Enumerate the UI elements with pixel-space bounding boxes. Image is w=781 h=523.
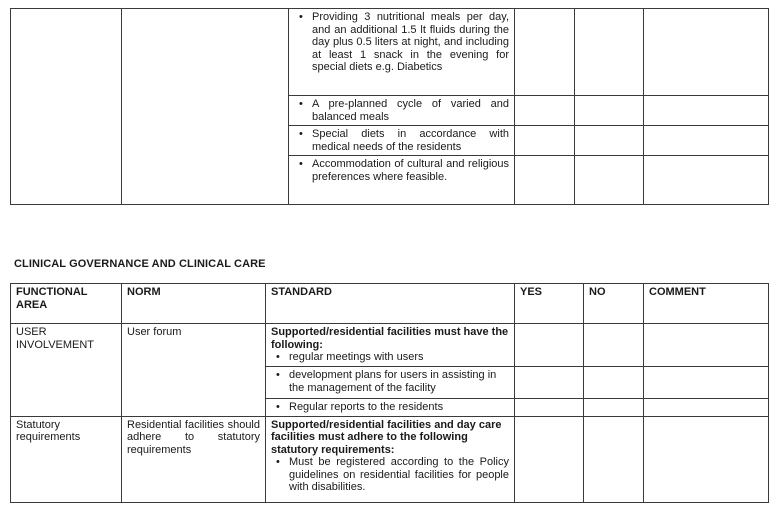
yes-cell[interactable]: [515, 367, 584, 399]
clinical-governance-table: [10, 283, 769, 503]
list-item: • Special diets in accordance with medical needs of the residents: [294, 128, 509, 153]
list-item: • Accommodation of cultural and religious preferences where feasible.: [294, 158, 509, 183]
norm-cell: User forum: [122, 324, 266, 417]
standard-intro: Supported/residential facilities and day care facilities must adhere to the following statutory requirements:: [271, 418, 502, 456]
yes-cell[interactable]: [515, 416, 584, 502]
comment-cell[interactable]: [644, 416, 769, 502]
functional-area-cell: [11, 9, 122, 205]
nutrition-table: [10, 8, 769, 205]
norm-cell: [122, 9, 289, 205]
standard-cell: [289, 126, 515, 156]
no-cell[interactable]: [584, 399, 644, 417]
standard-cell: [266, 367, 515, 399]
standard-cell: [289, 156, 515, 205]
yes-cell[interactable]: [515, 399, 584, 417]
functional-area-cell: Statutory requirements: [11, 416, 122, 502]
list-item: • regular meetings with users: [271, 351, 509, 364]
comment-cell[interactable]: [644, 126, 769, 156]
functional-area-cell: USER INVOLVEMENT: [11, 324, 122, 417]
header-no: NO: [584, 284, 644, 324]
standard-cell: [266, 324, 515, 367]
no-cell[interactable]: [575, 96, 644, 126]
yes-cell[interactable]: [515, 126, 575, 156]
header-comment: COMMENT: [644, 284, 769, 324]
yes-cell[interactable]: [515, 156, 575, 205]
standard-cell: [289, 96, 515, 126]
header-norm: NORM: [122, 284, 266, 324]
yes-cell[interactable]: [515, 96, 575, 126]
list-item: • Providing 3 nutritional meals per day, and an additional 1.5 lt fluids during the day plus 0.5 liters at night, and including at least 1 snack in the evening for special diets e.g. Diabetics: [294, 11, 509, 74]
section-title: CLINICAL GOVERNANCE AND CLINICAL CARE: [14, 258, 266, 270]
header-standard: STANDARD: [266, 284, 515, 324]
standard-cell: [266, 399, 515, 417]
comment-cell[interactable]: [644, 367, 769, 399]
list-item: • A pre-planned cycle of varied and balanced meals: [294, 98, 509, 123]
standard-cell: [289, 9, 515, 96]
no-cell[interactable]: [584, 324, 644, 367]
comment-cell[interactable]: [644, 399, 769, 417]
yes-cell[interactable]: [515, 324, 584, 367]
no-cell[interactable]: [575, 156, 644, 205]
no-cell[interactable]: [584, 367, 644, 399]
comment-cell[interactable]: [644, 9, 769, 96]
header-yes: YES: [515, 284, 584, 324]
no-cell[interactable]: [575, 126, 644, 156]
comment-cell[interactable]: [644, 324, 769, 367]
comment-cell[interactable]: [644, 156, 769, 205]
yes-cell[interactable]: [515, 9, 575, 96]
list-item: • development plans for users in assisting in the management of the facility: [271, 369, 509, 394]
list-item: • Must be registered according to the Policy guidelines on residential facilities for people with disabilities.: [271, 456, 509, 494]
standard-intro: Supported/residential facilities must have the following:: [271, 326, 509, 351]
list-item: • Regular reports to the residents: [271, 401, 509, 414]
no-cell[interactable]: [584, 416, 644, 502]
comment-cell[interactable]: [644, 96, 769, 126]
norm-cell: Residential facilities should adhere to statutory requirements: [122, 416, 266, 502]
standard-cell: [266, 416, 515, 502]
no-cell[interactable]: [575, 9, 644, 96]
header-functional-area: FUNCTIONAL AREA: [11, 284, 122, 324]
